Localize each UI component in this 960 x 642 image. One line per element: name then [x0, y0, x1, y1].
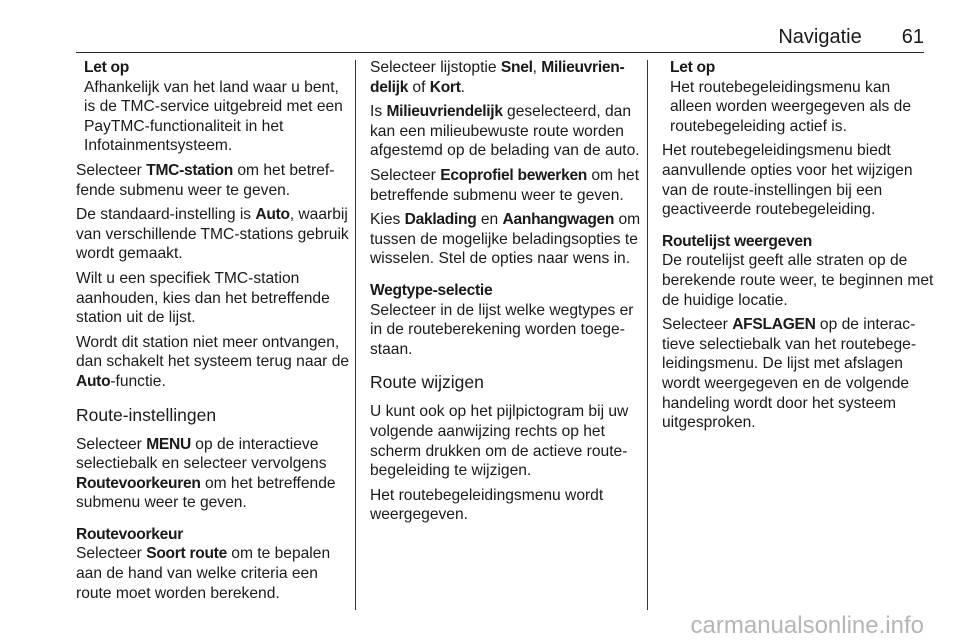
paragraph: Selecteer AFSLAGEN op de interactieve selectiebalk van het routebegeleidingsmenu. De lijst met afslagen wordt weergegeven en de volgende handeling wordt door het systeem uitgesproken.	[662, 316, 917, 432]
menu-term: Routevoorkeuren	[76, 474, 201, 492]
note-title: Let op	[84, 59, 129, 76]
heading-route-settings: Route-instellingen	[76, 404, 217, 425]
note-box	[76, 58, 350, 156]
menu-term: TMC-station	[146, 161, 234, 179]
menu-term: Soort route	[146, 545, 227, 563]
paragraph: Kies Daklading en Aanhangwagen om tussen de mogelijke beladingsopties te wisselen. Stel de opties naar wens in.	[370, 211, 641, 268]
menu-term: Auto	[76, 372, 111, 390]
menu-term: Ecoprofiel bewerken	[440, 166, 588, 184]
paragraph: Selecteer Soort route om te bepalen aan de hand van welke criteria een route moet worden berekend.	[76, 545, 331, 602]
subheading-route-list: Routelijst weergeven	[662, 232, 812, 250]
column-2	[370, 58, 644, 530]
note-title: Let op	[670, 59, 715, 76]
paragraph: Wilt u een specifiek TMC-station aanhouden, kies dan het betreffende station uit de lijst.	[76, 269, 330, 327]
paragraph: U kunt ook op het pijlpictogram bij uw volgende aanwijzing rechts op het scherm drukken om de actieve routebegeleiding te wijzigen.	[370, 403, 629, 480]
note-text: Het routebegeleidingsmenu kan alleen worden weergegeven als de routebegeleiding actief is.	[670, 78, 912, 135]
menu-term: Milieuvriendelijk	[370, 59, 625, 96]
paragraph: Is Milieuvriendelijk geselecteerd, dan kan een milieubewuste route worden afgestemd op de belading van de auto.	[370, 103, 640, 160]
page-number: 61	[901, 26, 924, 48]
menu-term: Aanhangwagen	[502, 211, 615, 229]
menu-term: MENU	[146, 435, 191, 453]
menu-term: Kort	[429, 78, 461, 96]
paragraph: De routelijst geeft alle straten op de berekende route weer, te beginnen met de huidige locatie.	[662, 252, 934, 309]
menu-term: AFSLAGEN	[732, 316, 816, 334]
menu-term: Auto	[255, 206, 290, 224]
paragraph: De standaard-instelling is Auto, waarbij van verschillende TMC-stations gebruik wordt gemaakt.	[76, 206, 349, 263]
paragraph: Selecteer lijstoptie Snel, Milieuvriendelijk of Kort.	[370, 59, 625, 96]
note-text: Afhankelijk van het land waar u bent, is de TMC-service uitgebreid met een PayTMC-functionaliteit in het Infotainmentsysteem.	[84, 78, 343, 155]
subheading-route-preference: Routevoorkeur	[76, 525, 184, 543]
subheading-road-type: Wegtype-selectie	[370, 281, 493, 299]
header-rule	[76, 52, 924, 53]
column-1	[76, 58, 350, 608]
page-header	[76, 26, 924, 52]
column-3	[662, 58, 936, 438]
paragraph: Selecteer Ecoprofiel bewerken om het betreffende submenu weer te geven.	[370, 166, 640, 204]
paragraph: Selecteer MENU op de interactieve selectiebalk en selecteer vervolgens Routevoorkeuren om het betreffende submenu weer te geven.	[76, 435, 336, 512]
column-divider-2	[647, 60, 648, 610]
watermark: carmanualsonline.info	[690, 612, 924, 639]
menu-term: Daklading	[404, 211, 477, 229]
paragraph: Het routebegeleidingsmenu biedt aanvullende opties voor het wijzigen van de route-instellingen bij een geactiveerde routebegeleiding.	[662, 142, 913, 219]
heading-change-route: Route wijzigen	[370, 372, 484, 393]
menu-term: Milieuvriendelijk	[386, 103, 503, 121]
paragraph: Selecteer in de lijst welke wegtypes er in de routeberekening worden toegestaan.	[370, 301, 634, 358]
column-divider-1	[355, 60, 356, 610]
note-box	[662, 58, 936, 136]
paragraph: Selecteer TMC-station om het betreffende submenu weer te geven.	[76, 161, 335, 199]
section-title: Navigatie	[778, 26, 862, 48]
paragraph: Het routebegeleidingsmenu wordt weergegeven.	[370, 486, 604, 524]
paragraph: Wordt dit station niet meer ontvangen, dan schakelt het systeem terug naar de Auto-functie.	[76, 333, 350, 390]
menu-term: Snel	[500, 59, 533, 76]
